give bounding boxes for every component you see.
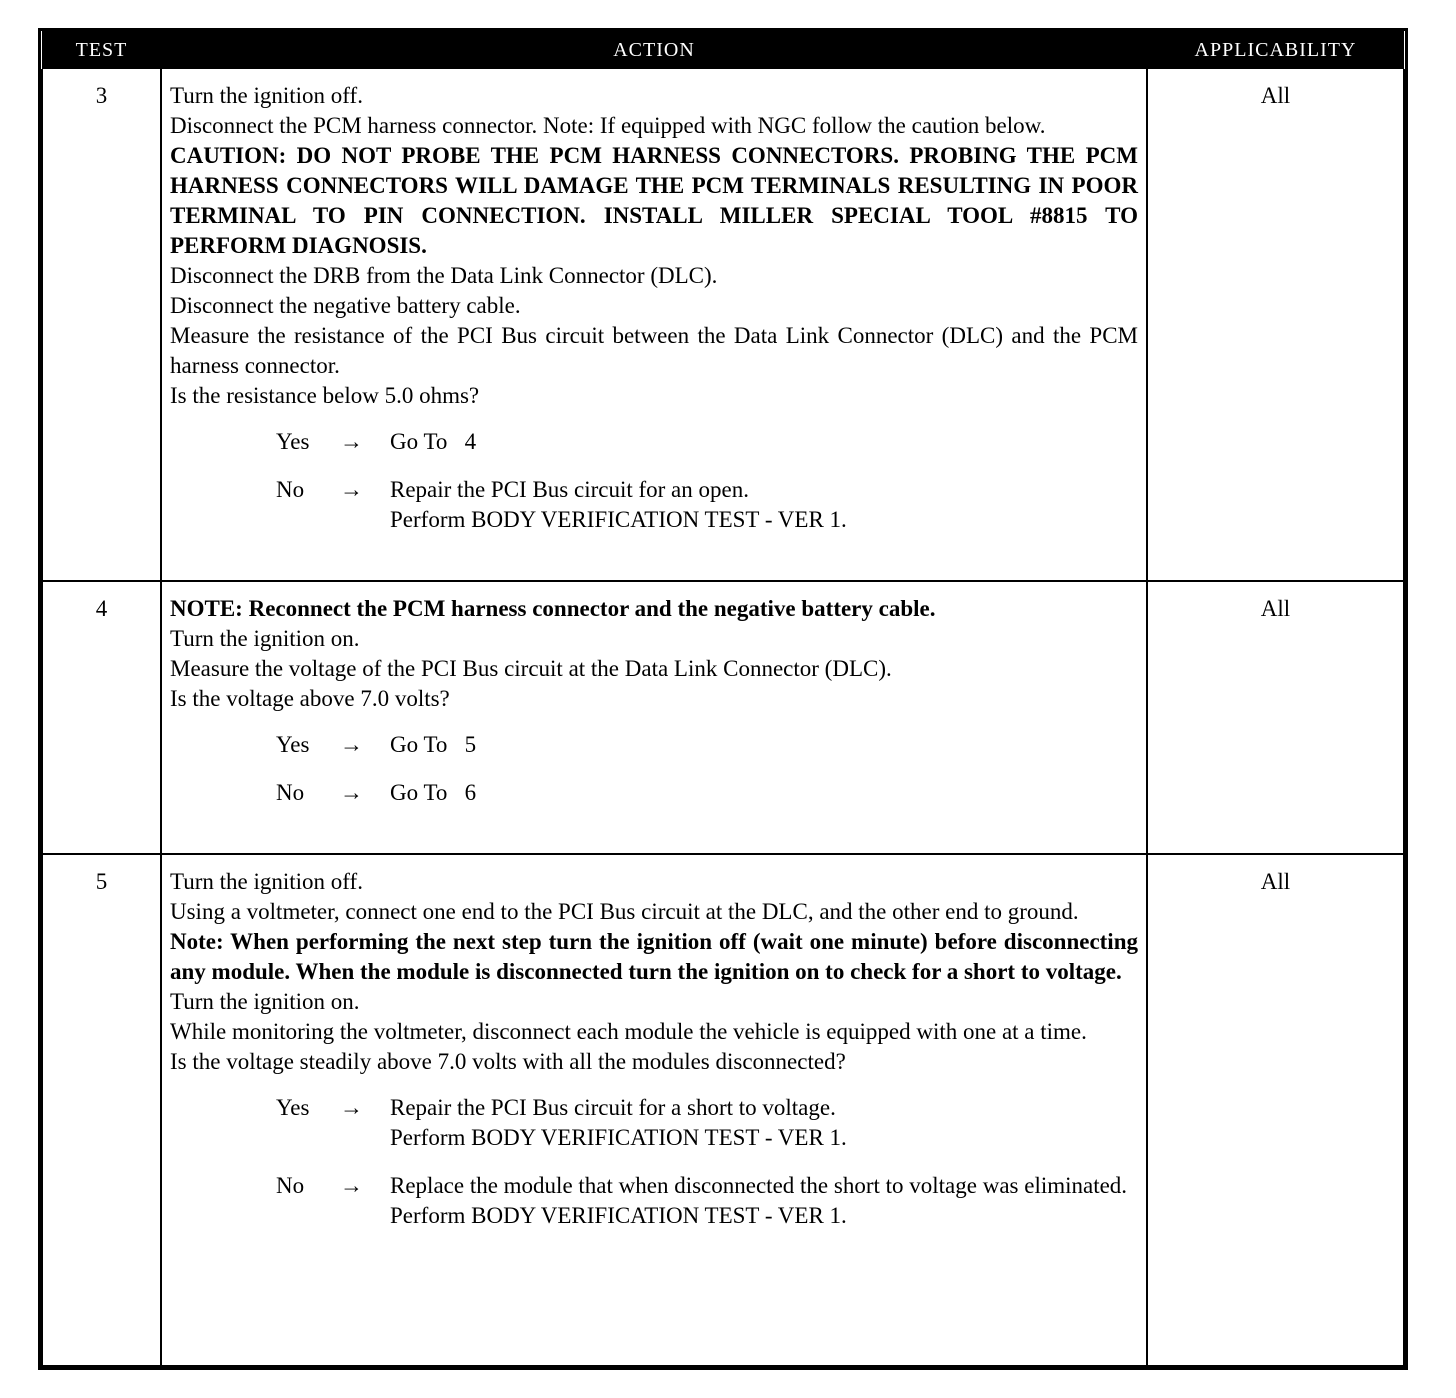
- answer-label: No: [276, 780, 305, 806]
- result-line: Perform BODY VERIFICATION TEST - VER 1.: [390, 507, 847, 532]
- answer-result: [390, 730, 1138, 760]
- action-step: Disconnect the PCM harness connector. Note: If equipped with NGC follow the caution below.: [170, 113, 1046, 138]
- caution-note: Note: When performing the next step turn the ignition off (wait one minute) before disconnecting any module. When the module is disconnected turn the ignition on to check for a short to voltage.: [170, 928, 1138, 984]
- result-line: Perform BODY VERIFICATION TEST - VER 1.: [390, 1202, 847, 1228]
- answer-label: Yes: [276, 732, 310, 758]
- answer-result: [390, 1171, 1138, 1231]
- caution-note: CAUTION: DO NOT PROBE THE PCM HARNESS CONNECTORS. PROBING THE PCM HARNESS CONNECTORS WILL DAMAGE THE PCM TERMINALS RESULTING IN POOR TERMINAL TO PIN CONNECTION. INSTALL MILLER SPECIAL TOOL #8815 TO PERFORM DIAGNOSIS.: [170, 143, 1138, 258]
- caution-note: NOTE: Reconnect the PCM harness connector and the negative battery cable.: [170, 596, 936, 622]
- answer-option: [170, 730, 1138, 760]
- table-row: [42, 854, 1404, 1366]
- action-step: Measure the resistance of the PCI Bus circuit between the Data Link Connector (DLC) and the PCM harness connector.: [170, 323, 1138, 378]
- header-test: TEST: [42, 31, 161, 69]
- action-step: Disconnect the DRB from the Data Link Connector (DLC).: [170, 263, 718, 288]
- arrow-right-icon: →: [340, 732, 363, 758]
- answer-result: [390, 427, 1138, 457]
- table-body: [42, 69, 1404, 1366]
- action-cell: [161, 581, 1147, 853]
- table-row: [42, 581, 1404, 853]
- action-step: Is the voltage steadily above 7.0 volts with all the modules disconnected?: [170, 1048, 846, 1074]
- answer-result: [390, 1093, 1138, 1153]
- answer-label: Yes: [276, 429, 310, 454]
- action-step: Disconnect the negative battery cable.: [170, 293, 521, 318]
- answer-result: [390, 475, 1138, 535]
- action-step: Turn the ignition off.: [170, 83, 363, 108]
- applicability-value: All: [1147, 581, 1404, 853]
- arrow-right-icon: →: [340, 477, 363, 502]
- answer-option: [170, 475, 1138, 535]
- action-step: Is the voltage above 7.0 volts?: [170, 686, 450, 712]
- answer-option: [170, 1093, 1138, 1153]
- result-line: Go To 5: [390, 732, 477, 758]
- answer-result: [390, 778, 1138, 808]
- test-number: 5: [42, 854, 161, 1366]
- action-step: While monitoring the voltmeter, disconnect each module the vehicle is equipped with one at a time.: [170, 1018, 1087, 1044]
- action-cell: [161, 69, 1147, 581]
- test-number: 3: [42, 69, 161, 581]
- diagnostic-test-table: [41, 31, 1405, 1367]
- test-number: 4: [42, 581, 161, 853]
- answer-label: No: [276, 1172, 305, 1198]
- answer-option: [170, 427, 1138, 457]
- header-action: ACTION: [161, 31, 1147, 69]
- result-line: Go To 4: [390, 429, 477, 454]
- arrow-right-icon: →: [340, 429, 363, 454]
- action-cell: [161, 854, 1147, 1366]
- action-step: Turn the ignition off.: [170, 868, 363, 894]
- action-step: Using a voltmeter, connect one end to the PCI Bus circuit at the DLC, and the other end to ground.: [170, 898, 1079, 924]
- arrow-right-icon: →: [340, 1094, 363, 1120]
- table-row: [42, 69, 1404, 581]
- action-step: Is the resistance below 5.0 ohms?: [170, 383, 480, 408]
- result-line: Repair the PCI Bus circuit for an open.: [390, 477, 749, 502]
- answer-option: [170, 1171, 1138, 1231]
- action-step: Measure the voltage of the PCI Bus circuit at the Data Link Connector (DLC).: [170, 656, 892, 682]
- result-line: Replace the module that when disconnected the short to voltage was eliminated.: [390, 1172, 1128, 1198]
- table-header-row: [42, 31, 1404, 69]
- answer-label: No: [276, 477, 305, 502]
- applicability-value: All: [1147, 854, 1404, 1366]
- action-step: Turn the ignition on.: [170, 626, 360, 652]
- header-applicability: APPLICABILITY: [1147, 31, 1404, 69]
- applicability-value: All: [1147, 69, 1404, 581]
- result-line: Repair the PCI Bus circuit for a short to voltage.: [390, 1094, 836, 1120]
- arrow-right-icon: →: [340, 1172, 363, 1198]
- action-step: Turn the ignition on.: [170, 988, 360, 1014]
- answer-label: Yes: [276, 1094, 310, 1120]
- diagnostic-table-frame: [38, 28, 1408, 1370]
- answer-option: [170, 778, 1138, 808]
- result-line: Perform BODY VERIFICATION TEST - VER 1.: [390, 1124, 847, 1150]
- result-line: Go To 6: [390, 780, 477, 806]
- arrow-right-icon: →: [340, 780, 363, 806]
